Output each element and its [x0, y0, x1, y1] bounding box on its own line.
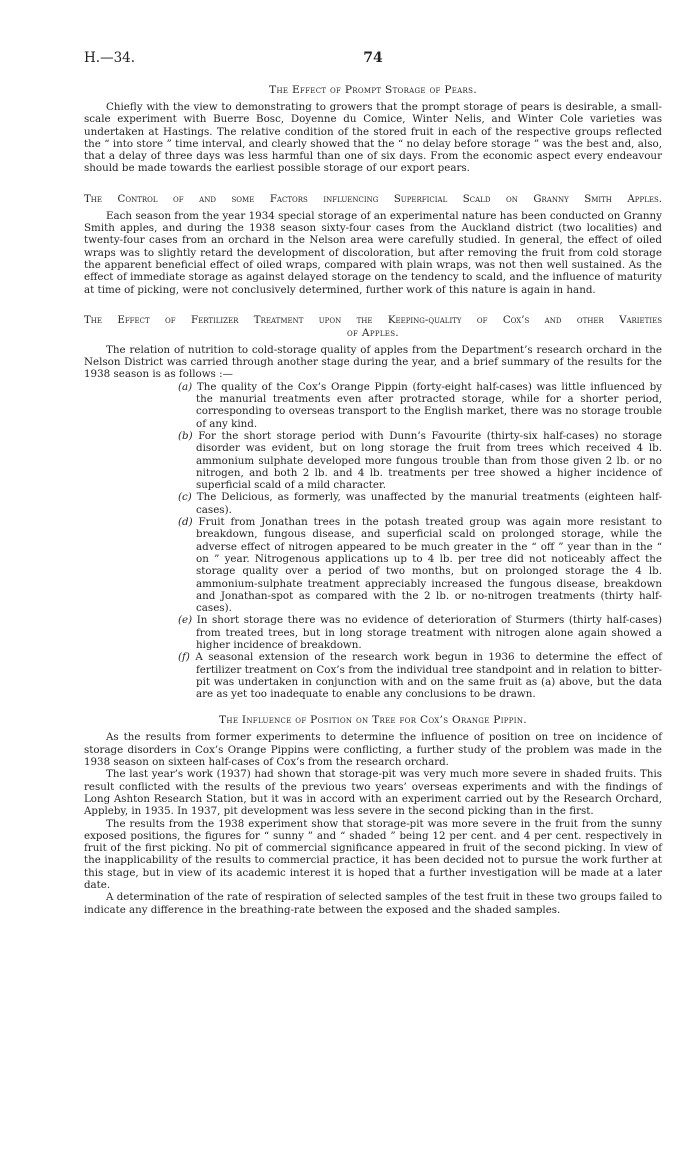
section-heading: The Control of and some Factors influencing Superficial Scald on Granny Smith Apples.: [84, 193, 662, 205]
section-fertilizer-treatment: [84, 314, 662, 701]
section-heading: The Effect of Prompt Storage of Pears.: [269, 84, 477, 96]
list-marker: (b): [178, 429, 193, 442]
list-marker: (d): [178, 516, 193, 529]
list-item: [84, 430, 662, 491]
list-item-text: In short storage there was no evidence of deterioration of Sturmers (thirty half-cases) from treated trees, but in long storage treatment with nitrogen alone again showed a higher incidence of breakdown.: [196, 614, 662, 651]
results-list: [84, 381, 662, 701]
list-item: [84, 491, 662, 516]
list-item-text: The quality of the Cox’s Orange Pippin (forty-eight half-cases) was little influenced by the manurial treatments even after protracted storage, while for a shorter period, corresponding to overseas transport to the English market, there was no storage trouble of any kind.: [196, 380, 662, 430]
list-marker: (f): [178, 651, 190, 664]
paragraph: As the results from former experiments to determine the influence of position on tree on incidence of storage disorders in Cox’s Orange Pippins were conflicting, a further study of the problem was made in the 1938 season on sixteen half-cases of Cox’s from the research orchard.: [84, 731, 662, 769]
page-number: 74: [363, 50, 383, 66]
section-prompt-storage-pears: [84, 84, 662, 175]
list-item-text: Fruit from Jonathan trees in the potash treated group was again more resistant to breakdown, fungous disease, and superficial scald on prolonged storage, while the adverse effect of nitrogen appeared to be much greater in the “ off ” year than in the “ on ” year. Nitrogenous applications up to 4 lb. per tree did not noticeably affect the storage quality over a period of two months, but on prolonged storage the 4 lb. ammonium-sulphate treatment appreciably increased the fungous disease, breakdown and Jonathan-spot as compared with the 2 lb. or no-nitrogen treatments (thirty half-cases).: [196, 516, 663, 615]
page-header: [84, 50, 662, 76]
section-position-on-tree: [84, 714, 662, 915]
section-heading-line1: The Effect of Fertilizer Treatment upon the Keeping-quality of Cox’s and other Varieties: [84, 314, 662, 326]
list-item: [84, 614, 662, 651]
report-code: H.—34.: [84, 50, 136, 66]
paragraph: The last year’s work (1937) had shown that storage-pit was very much more severe in shaded fruits. This result conflicted with the results of the previous two years’ overseas experiments and with the findings of Long Ashton Research Station, but it was in accord with an experiment carried out by the Research Orchard, Appleby, in 1935. In 1937, pit development was less severe in the second picking than in the first.: [84, 768, 662, 818]
list-item-text: For the short storage period with Dunn’s Favourite (thirty-six half-cases) no storage disorder was evident, but on long storage the fruit from trees which received 4 lb. ammonium sulphate developed more fungous trouble than from those given 2 lb. or no nitrogen, and both 2 lb. and 4 lb. treatments per tree showed a higher incidence of superficial scald of a mild character.: [196, 429, 662, 492]
document-page: [84, 50, 662, 916]
paragraph: The results from the 1938 experiment show that storage-pit was more severe in the fruit from the sunny exposed positions, the figures for “ sunny ” and “ shaded ” being 12 per cent. and 4 per cent. respectively in fruit of the first picking. No pit of commercial significance appeared in fruit of the second picking. In view of the inapplicability of the results to commercial practice, it has been decided not to pursue the work further at this stage, but in view of its academic interest it is hoped that a further investigation will be made at a later date.: [84, 817, 662, 892]
paragraph: Chiefly with the view to demonstrating to growers that the prompt storage of pears is desirable, a small-scale experiment with Buerre Bosc, Doyenne du Comice, Winter Nelis, and Winter Cole varieties was undertaken at Hastings. The relative condition of the stored fruit in each of the respective groups reflected the “ into store ” time interval, and clearly showed that the “ no delay before storage ” was the best and, also, that a delay of three days was less harmful than one of six days. From the economic aspect every endeavour should be made towards the earliest possible storage of our export pears.: [84, 101, 662, 175]
list-marker: (c): [178, 491, 192, 504]
section-superficial-scald: [84, 193, 662, 296]
section-heading: The Influence of Position on Tree for Cox’s Orange Pippin.: [219, 714, 527, 727]
list-item-text: A seasonal extension of the research work begun in 1936 to determine the effect of fertilizer treatment on Cox’s from the individual tree standpoint and in relation to bitter-pit was undertaken in conjunction with and on the same fruit as (a) above, but the data are as yet too inadequate to enable any conclusions to be drawn.: [195, 651, 662, 701]
list-marker: (a): [178, 380, 193, 393]
paragraph: Each season from the year 1934 special storage of an experimental nature has been conducted on Granny Smith apples, and during the 1938 season sixty-four cases from the Auckland district (two localities) and twenty-four cases from an orchard in the Nelson area were carefully studied. In general, the effect of oiled wraps was to slightly retard the development of discoloration, but after removing the fruit from cold storage the apparent beneficial effect of oiled wraps, compared with plain wraps, was not then well sustained. As the effect of immediate storage as against delayed storage on the tendency to scald, and the influence of maturity at time of picking, were not conclusively determined, further work of this nature is again in hand.: [84, 209, 662, 296]
list-item-text: The Delicious, as formerly, was unaffected by the manurial treatments (eighteen half-cases).: [196, 491, 662, 516]
section-heading-line2: of Apples.: [347, 326, 399, 339]
list-item: [84, 381, 662, 430]
list-item: [84, 516, 662, 614]
paragraph: A determination of the rate of respiration of selected samples of the test fruit in these two groups failed to indicate any difference in the breathing-rate between the exposed and the shaded samples.: [84, 891, 662, 916]
paragraph-intro: The relation of nutrition to cold-storage quality of apples from the Department’s research orchard in the Nelson District was carried through another stage during the year, and a brief summary of the results for the 1938 season is as follows :—: [84, 343, 662, 381]
list-marker: (e): [178, 614, 193, 627]
list-item: [84, 651, 662, 700]
